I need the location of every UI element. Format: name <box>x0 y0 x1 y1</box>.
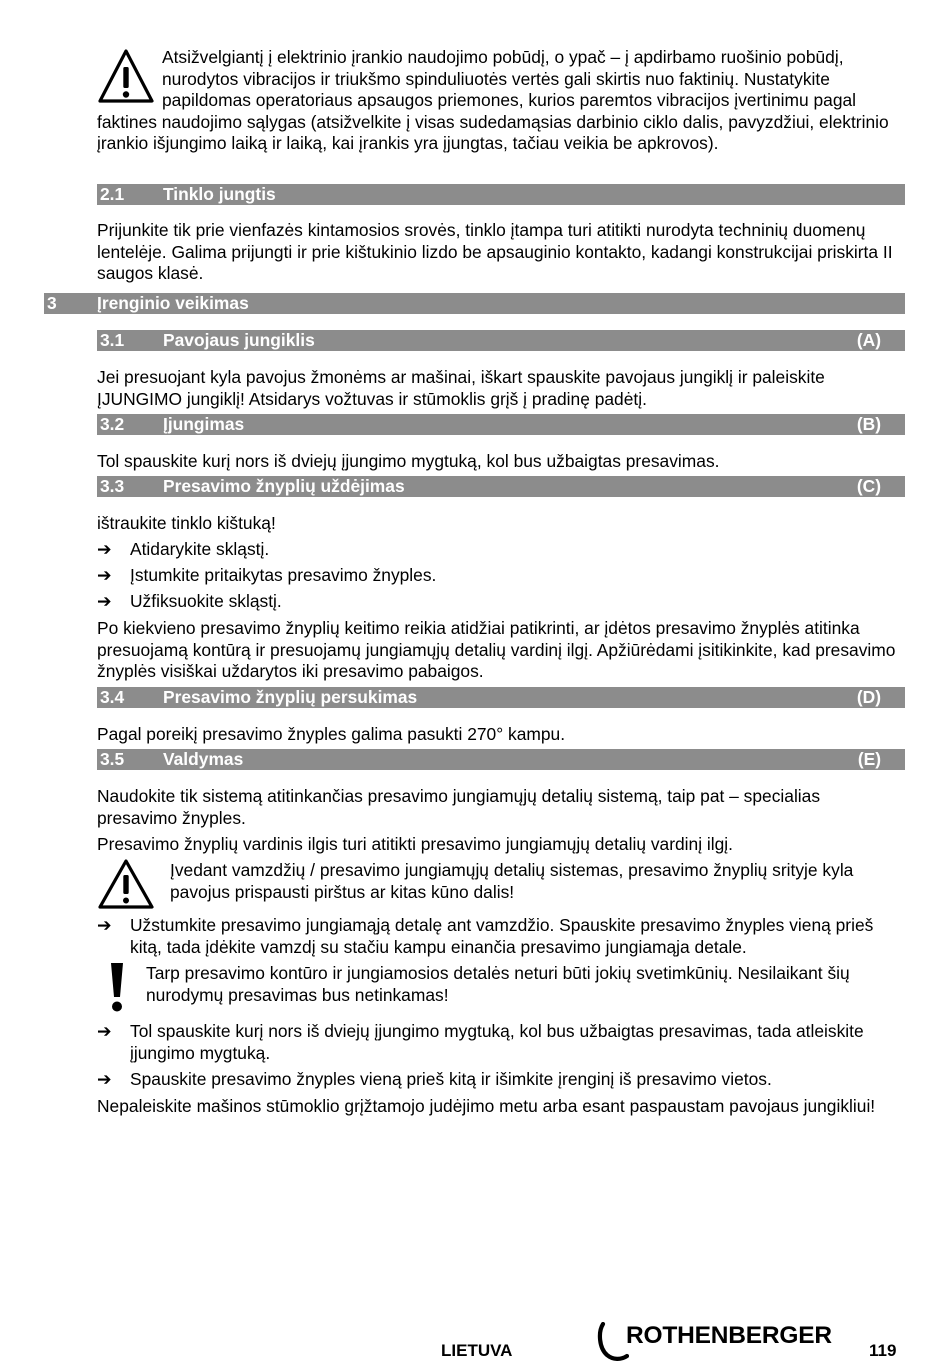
exclamation-icon <box>108 961 126 1013</box>
page-number: 119 <box>869 1341 897 1360</box>
section-3-2-header <box>97 414 905 435</box>
section-number: 3.4 <box>100 687 125 707</box>
arrow-icon: ➔ <box>97 1069 112 1089</box>
arrow-icon: ➔ <box>97 1021 112 1041</box>
section-2-1-text: Prijunkite tik prie vienfazės kintamosios srovės, tinklo įtampa turi atitikti nurodyta techninių duomenų lentelėje. Galima prijungti ir prie kištukinio lizdo be apsauginio kontakto, kadangi konstrukcijai priskirta II saugos klasė. <box>97 220 893 283</box>
section-3-5-final: Nepaleiskite mašinos stūmoklio grįžtamojo judėjimo metu arba esant paspaustam pavojaus jungikliui! <box>97 1096 876 1116</box>
section-title: Įrenginio veikimas <box>97 293 249 313</box>
section-3-1-text: Jei presuojant kyla pavojus žmonėms ar mašinai, iškart spauskite pavojaus jungiklį ir paleiskite ĮJUNGIMO jungiklį! Atsidarys vožtuvas ir stūmoklis grįš į pradinę padėtį. <box>97 367 825 409</box>
section-3-3-text: Po kiekvieno presavimo žnyplių keitimo reikia atidžiai patikrinti, ar įdėtos presavimo žnyplės atitinka presuojamą kontūrą ir presuojamų jungiamųjų detalių vardinį ilgį. Apžiūrėdami įsitikinkite, kad presavimo žnyplės visiškai uždarytos iki presavimo pabaigos. <box>97 618 896 681</box>
brand-logo: ROTHENBERGER <box>626 1322 832 1349</box>
section-3-2-text: Tol spauskite kurį nors iš dviejų įjungimo mygtuką, kol bus užbaigtas presavimas. <box>97 451 720 471</box>
section-2-1-header <box>97 184 905 205</box>
figure-reference: (A) <box>856 330 881 350</box>
section-number: 3.2 <box>100 414 125 434</box>
section-title: Valdymas <box>163 749 244 769</box>
arrow-icon: ➔ <box>97 539 112 559</box>
figure-reference: (E) <box>857 749 881 769</box>
section-title: Tinklo jungtis <box>163 184 276 204</box>
section-3-header <box>44 293 905 314</box>
section-number: 3.5 <box>100 749 125 769</box>
section-3-5-note-text: Tarp presavimo kontūro ir jungiamosios detalės neturi būti jokių svetimkūnių. Nesilaikant šių nurodymų presavimas bus netinkamas! <box>146 963 850 1005</box>
figure-reference: (B) <box>856 414 881 434</box>
section-3-5-header <box>97 749 905 770</box>
arrow-icon: ➔ <box>97 591 112 611</box>
section-3-5-p2: Presavimo žnyplių vardinis ilgis turi atitikti presavimo jungiamųjų detalių vardinį ilgį. <box>97 834 733 854</box>
section-title: Pavojaus jungiklis <box>163 330 315 350</box>
section-title: Presavimo žnyplių uždėjimas <box>163 476 405 496</box>
brand-logo-swoosh-icon <box>597 1322 629 1362</box>
section-3-3-intro: ištraukite tinklo kištuką! <box>97 513 276 533</box>
section-3-3-header <box>97 476 905 497</box>
section-number: 3.1 <box>100 330 125 350</box>
section-3-5-p1: Naudokite tik sistemą atitinkančias presavimo jungiamųjų detalių sistemą, taip pat – specialias presavimo žnyples. <box>97 786 821 828</box>
arrow-icon: ➔ <box>97 565 112 585</box>
section-3-1-header <box>97 330 905 351</box>
section-number: 3.3 <box>100 476 125 496</box>
figure-reference: (D) <box>856 687 881 707</box>
arrow-icon: ➔ <box>97 915 112 935</box>
section-3-5-warning-text: Įvedant vamzdžių / presavimo jungiamųjų detalių sistemas, presavimo žnyplių srityje kyla pavojus prispausti pirštus ar kitas kūno dalis! <box>170 860 854 902</box>
figure-reference: (C) <box>856 476 881 496</box>
section-title: Įjungimas <box>163 414 245 434</box>
section-number: 3 <box>47 293 57 313</box>
section-3-4-text: Pagal poreikį presavimo žnyples galima pasukti 270° kampu. <box>97 724 566 744</box>
section-title: Presavimo žnyplių persukimas <box>163 687 418 707</box>
intro-warning-text: Atsižvelgiantį į elektrinio įrankio naudojimo pobūdį, o ypač – į apdirbamo ruošinio pobūdį, nurodytos vibracijos ir triukšmo spinduliuotės vertės gali skirtis nuo faktinių. Nustatykite papildomas operatoriaus apsaugos priemones, kurios paremtos vibracijos įvertinimu pagal faktines naudojimo sąlygas (atsižvelkite į visas sudedamąsias darbinio ciklo dalis, pavyzdžiui, elektrinio įrankio išjungimo laiką ir laiką, kai įrankis yra įjungtas, tačiau veikia be apkrovos). <box>97 47 889 153</box>
warning-icon <box>97 858 155 910</box>
section-number: 2.1 <box>100 184 125 204</box>
section-3-4-header <box>97 687 905 708</box>
footer-language: LIETUVA <box>441 1341 513 1360</box>
